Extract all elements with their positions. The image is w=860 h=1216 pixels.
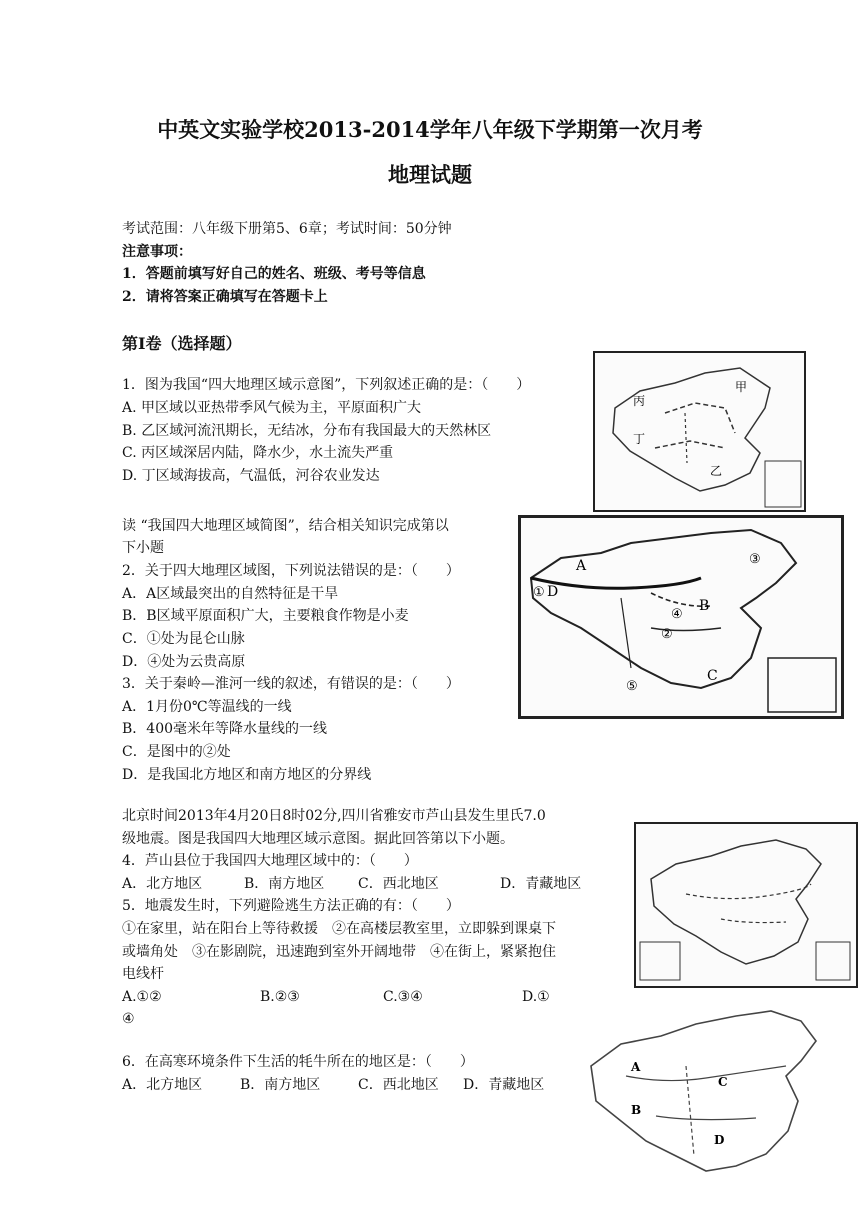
q5-option-b: B.②③: [260, 989, 300, 1005]
q4-option-a: A．北方地区: [122, 876, 203, 892]
q1-option-c: C. 丙区域深居内陆，降水少，水土流失严重: [122, 445, 394, 461]
q4-stem: 4．芦山县位于我国四大地理区域中的：（ ）: [122, 853, 418, 869]
map-four-regions-3: [634, 822, 858, 988]
q3-option-c: C．是图中的②处: [122, 744, 231, 760]
q1-stem: 1．图为我国“四大地理区域示意图”，下列叙述正确的是：（ ）: [122, 377, 531, 393]
map4-label-A: A: [631, 1060, 641, 1074]
q5-option-a: A.①②: [122, 989, 162, 1005]
q6-option-c: C．西北地区: [358, 1077, 439, 1093]
map2-label-5: ⑤: [626, 679, 638, 694]
map1-label-yi: 乙: [710, 464, 723, 478]
q5-line1: ①在家里，站在阳台上等待救援 ②在高楼层教室里，立即躲到课桌下: [122, 921, 556, 937]
q1-option-d: D. 丁区域海拔高，气温低，河谷农业发达: [122, 468, 380, 484]
q3-option-d: D．是我国北方地区和南方地区的分界线: [122, 767, 372, 783]
notice-item-1: 1．答题前填写好自己的姓名、班级、考号等信息: [122, 266, 426, 282]
notice-item-2: 2．请将答案正确填写在答题卡上: [122, 289, 328, 305]
map2-label-C: C: [707, 668, 718, 684]
map2-label-1: ①: [533, 585, 545, 600]
map4-label-D: D: [714, 1133, 725, 1147]
q1-option-a: A. 甲区域以亚热带季风气候为主，平原面积广大: [122, 400, 422, 416]
q6-option-a: A．北方地区: [122, 1077, 203, 1093]
q2-stem: 2．关于四大地理区域图，下列说法错误的是：（ ）: [122, 563, 460, 579]
page-subtitle: 地理试题: [388, 162, 472, 187]
map-four-regions-1: [593, 351, 806, 512]
map2-label-4: ④: [671, 607, 683, 622]
q6-option-b: B．南方地区: [240, 1077, 321, 1093]
exam-scope: 考试范围：八年级下册第5、6章；考试时间：50分钟: [122, 221, 452, 237]
q5-option-c: C.③④: [383, 989, 423, 1005]
q6-option-d: D．青藏地区: [463, 1077, 545, 1093]
q5-line3: 电线杆: [122, 966, 164, 982]
g3-intro-line1: 北京时间2013年4月20日8时02分,四川省雅安市芦山县发生里氏7.0: [122, 808, 546, 824]
map4-label-B: B: [631, 1103, 642, 1117]
map2-label-3: ③: [749, 552, 761, 567]
map1-label-jia: 甲: [735, 380, 748, 394]
g3-intro-line2: 级地震。图是我国四大地理区域示意图。据此回答第以下小题。: [122, 831, 514, 847]
q1-option-b: B. 乙区域河流汛期长，无结冰，分布有我国最大的天然林区: [122, 423, 492, 439]
page-title: 中英文实验学校2013-2014学年八年级下学期第一次月考: [157, 117, 703, 142]
q6-stem: 6．在高寒环境条件下生活的牦牛所在的地区是：（ ）: [122, 1054, 474, 1070]
map2-label-B: B: [699, 598, 710, 614]
q2-option-b: B．B区域平原面积广大，主要粮食作物是小麦: [122, 608, 409, 624]
section-title: 第Ⅰ卷（选择题）: [122, 334, 242, 353]
map2-label-D: D: [547, 584, 559, 600]
g2-intro-line2: 下小题: [122, 540, 164, 556]
q4-option-d: D．青藏地区: [500, 876, 582, 892]
map-four-regions-4: [566, 996, 856, 1212]
map2-label-2: ②: [661, 627, 673, 642]
map4-label-C: C: [718, 1075, 728, 1089]
q5-line2: 或墙角处 ③在影剧院，迅速跑到室外开阔地带 ④在街上，紧紧抱住: [122, 944, 556, 960]
q3-stem: 3．关于秦岭—淮河一线的叙述，有错误的是：（ ）: [122, 676, 460, 692]
q2-option-c: C．①处为昆仑山脉: [122, 631, 245, 647]
q3-option-a: A．1月份0℃等温线的一线: [122, 699, 292, 715]
q5-stem: 5．地震发生时，下列避险逃生方法正确的有：（ ）: [122, 898, 460, 914]
g2-intro-line1: 读 “我国四大地理区域简图”，结合相关知识完成第以: [122, 518, 449, 534]
q2-option-d: D．④处为云贵高原: [122, 654, 246, 670]
q3-option-b: B．400毫米年等降水量线的一线: [122, 721, 328, 737]
notice-title: 注意事项：: [122, 244, 192, 260]
q2-option-a: A．A区域最突出的自然特征是干旱: [122, 586, 339, 602]
q5-option-d: D.①: [522, 989, 550, 1005]
q5-option-d-cont: ④: [122, 1011, 135, 1027]
q4-option-c: C．西北地区: [358, 876, 439, 892]
map-four-regions-2: [518, 515, 844, 719]
map1-label-bing: 丙: [633, 394, 646, 408]
map2-label-A: A: [576, 558, 587, 574]
q4-option-b: B．南方地区: [244, 876, 325, 892]
map1-label-ding: 丁: [633, 432, 646, 446]
